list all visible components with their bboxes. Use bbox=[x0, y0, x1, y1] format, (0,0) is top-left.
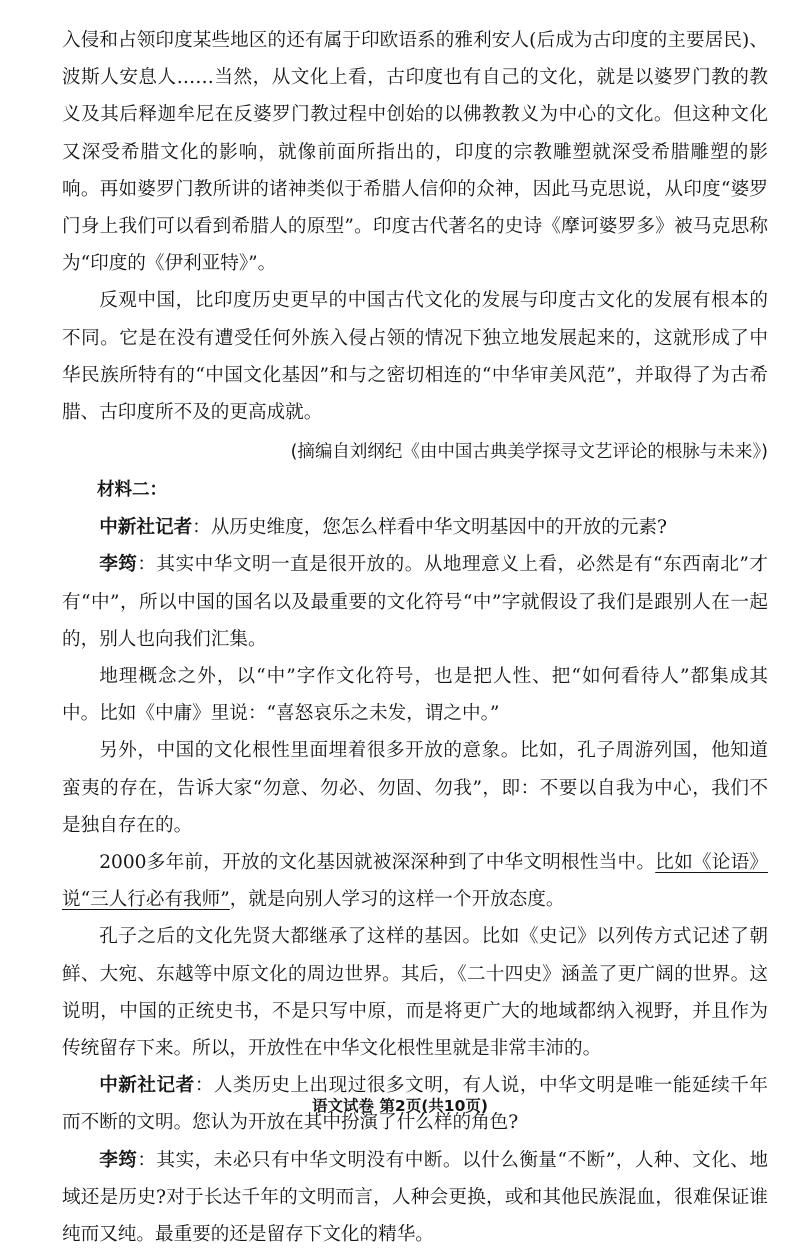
question-speaker: 中新社记者 bbox=[99, 517, 193, 539]
page-footer: 语文试卷 第2页(共10页) bbox=[312, 1097, 488, 1115]
answer-speaker: 李筠 bbox=[99, 1149, 138, 1171]
underlined-lunyu-quote: 比如《论语》说“三人行必有我师” bbox=[62, 852, 768, 911]
question-one bbox=[62, 509, 768, 546]
paragraph-china-contrast: 反观中国，比印度历史更早的中国古代文化的发展与印度古文化的发展有根本的不同。它是在没有遭受任何外族入侵占领的情况下独立地发展起来的，这就形成了中华民族所特有的“中国文化基因”和与之密切相连的“中华审美风范”，并取得了为古希腊、古印度所不及的更高成就。 bbox=[62, 290, 768, 424]
answer-text: ：其实中华文明一直是很开放的。从地理意义上看，必然是有“东西南北”才有“中”，所以中国的国名以及最重要的文化符号“中”字就假设了我们是跟别人在一起的，别人也向我们汇集。 bbox=[62, 554, 768, 650]
material-one-source: (摘编自刘纲纪《由中国古典美学探寻文艺评论的根脉与未来》) bbox=[290, 442, 768, 463]
paragraph-confucius: 另外，中国的文化根性里面埋着很多开放的意象。比如，孔子周游列国，他知道蛮夷的存在，告诉大家“勿意、勿必、勿固、勿我”，即：不要以自我为中心，我们不是独自存在的。 bbox=[62, 740, 768, 836]
question-speaker: 中新社记者 bbox=[99, 1075, 195, 1097]
material-two-heading: 材料二： bbox=[97, 480, 167, 501]
answer-text: ：其实，未必只有中华文明没有中断。以什么衡量“不断”，人种、文化、地域还是历史?对于长达千年的文明而言，人种会更换，或和其他民族混血，很难保证谁纯而又纯。最重要的还是留存下文化的精华。 bbox=[62, 1149, 768, 1246]
paragraph-zhongyong: 地理概念之外，以“中”字作文化符号，也是把人性、把“如何看待人”都集成其中。比如《中庸》里说：“喜怒哀乐之未发，谓之中。” bbox=[62, 666, 768, 725]
question-text: ：人类历史上出现过很多文明，有人说，中华文明是唯一能延续千年而不断的文明。您认为开放在其中扮演了什么样的角色? bbox=[62, 1075, 768, 1134]
page-content bbox=[62, 22, 768, 1253]
answer-two bbox=[62, 1142, 768, 1253]
paragraph-india-culture: 入侵和占领印度某些地区的还有属于印欧语系的雅利安人(后成为古印度的主要居民)、波斯人安息人……当然，从文化上看，古印度也有自己的文化，就是以婆罗门教的教义及其后释迦牟尼在反婆罗门教过程中创始的以佛教教义为中心的文化。但这种文化又深受希腊文化的影响，就像前面所指出的，印度的宗教雕塑就深受希腊雕塑的影响。再如婆罗门教所讲的诸神类似于希腊人信仰的众神，因此马克思说，从印度“婆罗门身上我们可以看到希腊人的原型”。印度古代著名的史诗《摩诃婆罗多》被马克思称为“印度的《伊利亚特》”。 bbox=[62, 30, 768, 275]
answer-one bbox=[62, 546, 768, 658]
answer-speaker: 李筠 bbox=[99, 554, 138, 576]
lunyu-conclusion: ，就是向别人学习的这样一个开放态度。 bbox=[229, 889, 565, 911]
paragraph-shiji: 孔子之后的文化先贤大都继承了这样的基因。比如《史记》以列传方式记述了朝鲜、大宛、东越等中原文化的周边世界。其后，《二十四史》涵盖了更广阔的世界。这说明，中国的正统史书，不是只写中原，而是将更广大的地域都纳入视野，并且作为传统留存下来。所以，开放性在中华文化根性里就是非常丰沛的。 bbox=[62, 926, 768, 1060]
lunyu-intro: 2000多年前，开放的文化基因就被深深种到了中华文明根性当中。 bbox=[99, 852, 656, 874]
question-text: ：从历史维度，您怎么样看中华文明基因中的开放的元素? bbox=[192, 517, 667, 539]
paragraph-lunyu bbox=[62, 844, 768, 918]
